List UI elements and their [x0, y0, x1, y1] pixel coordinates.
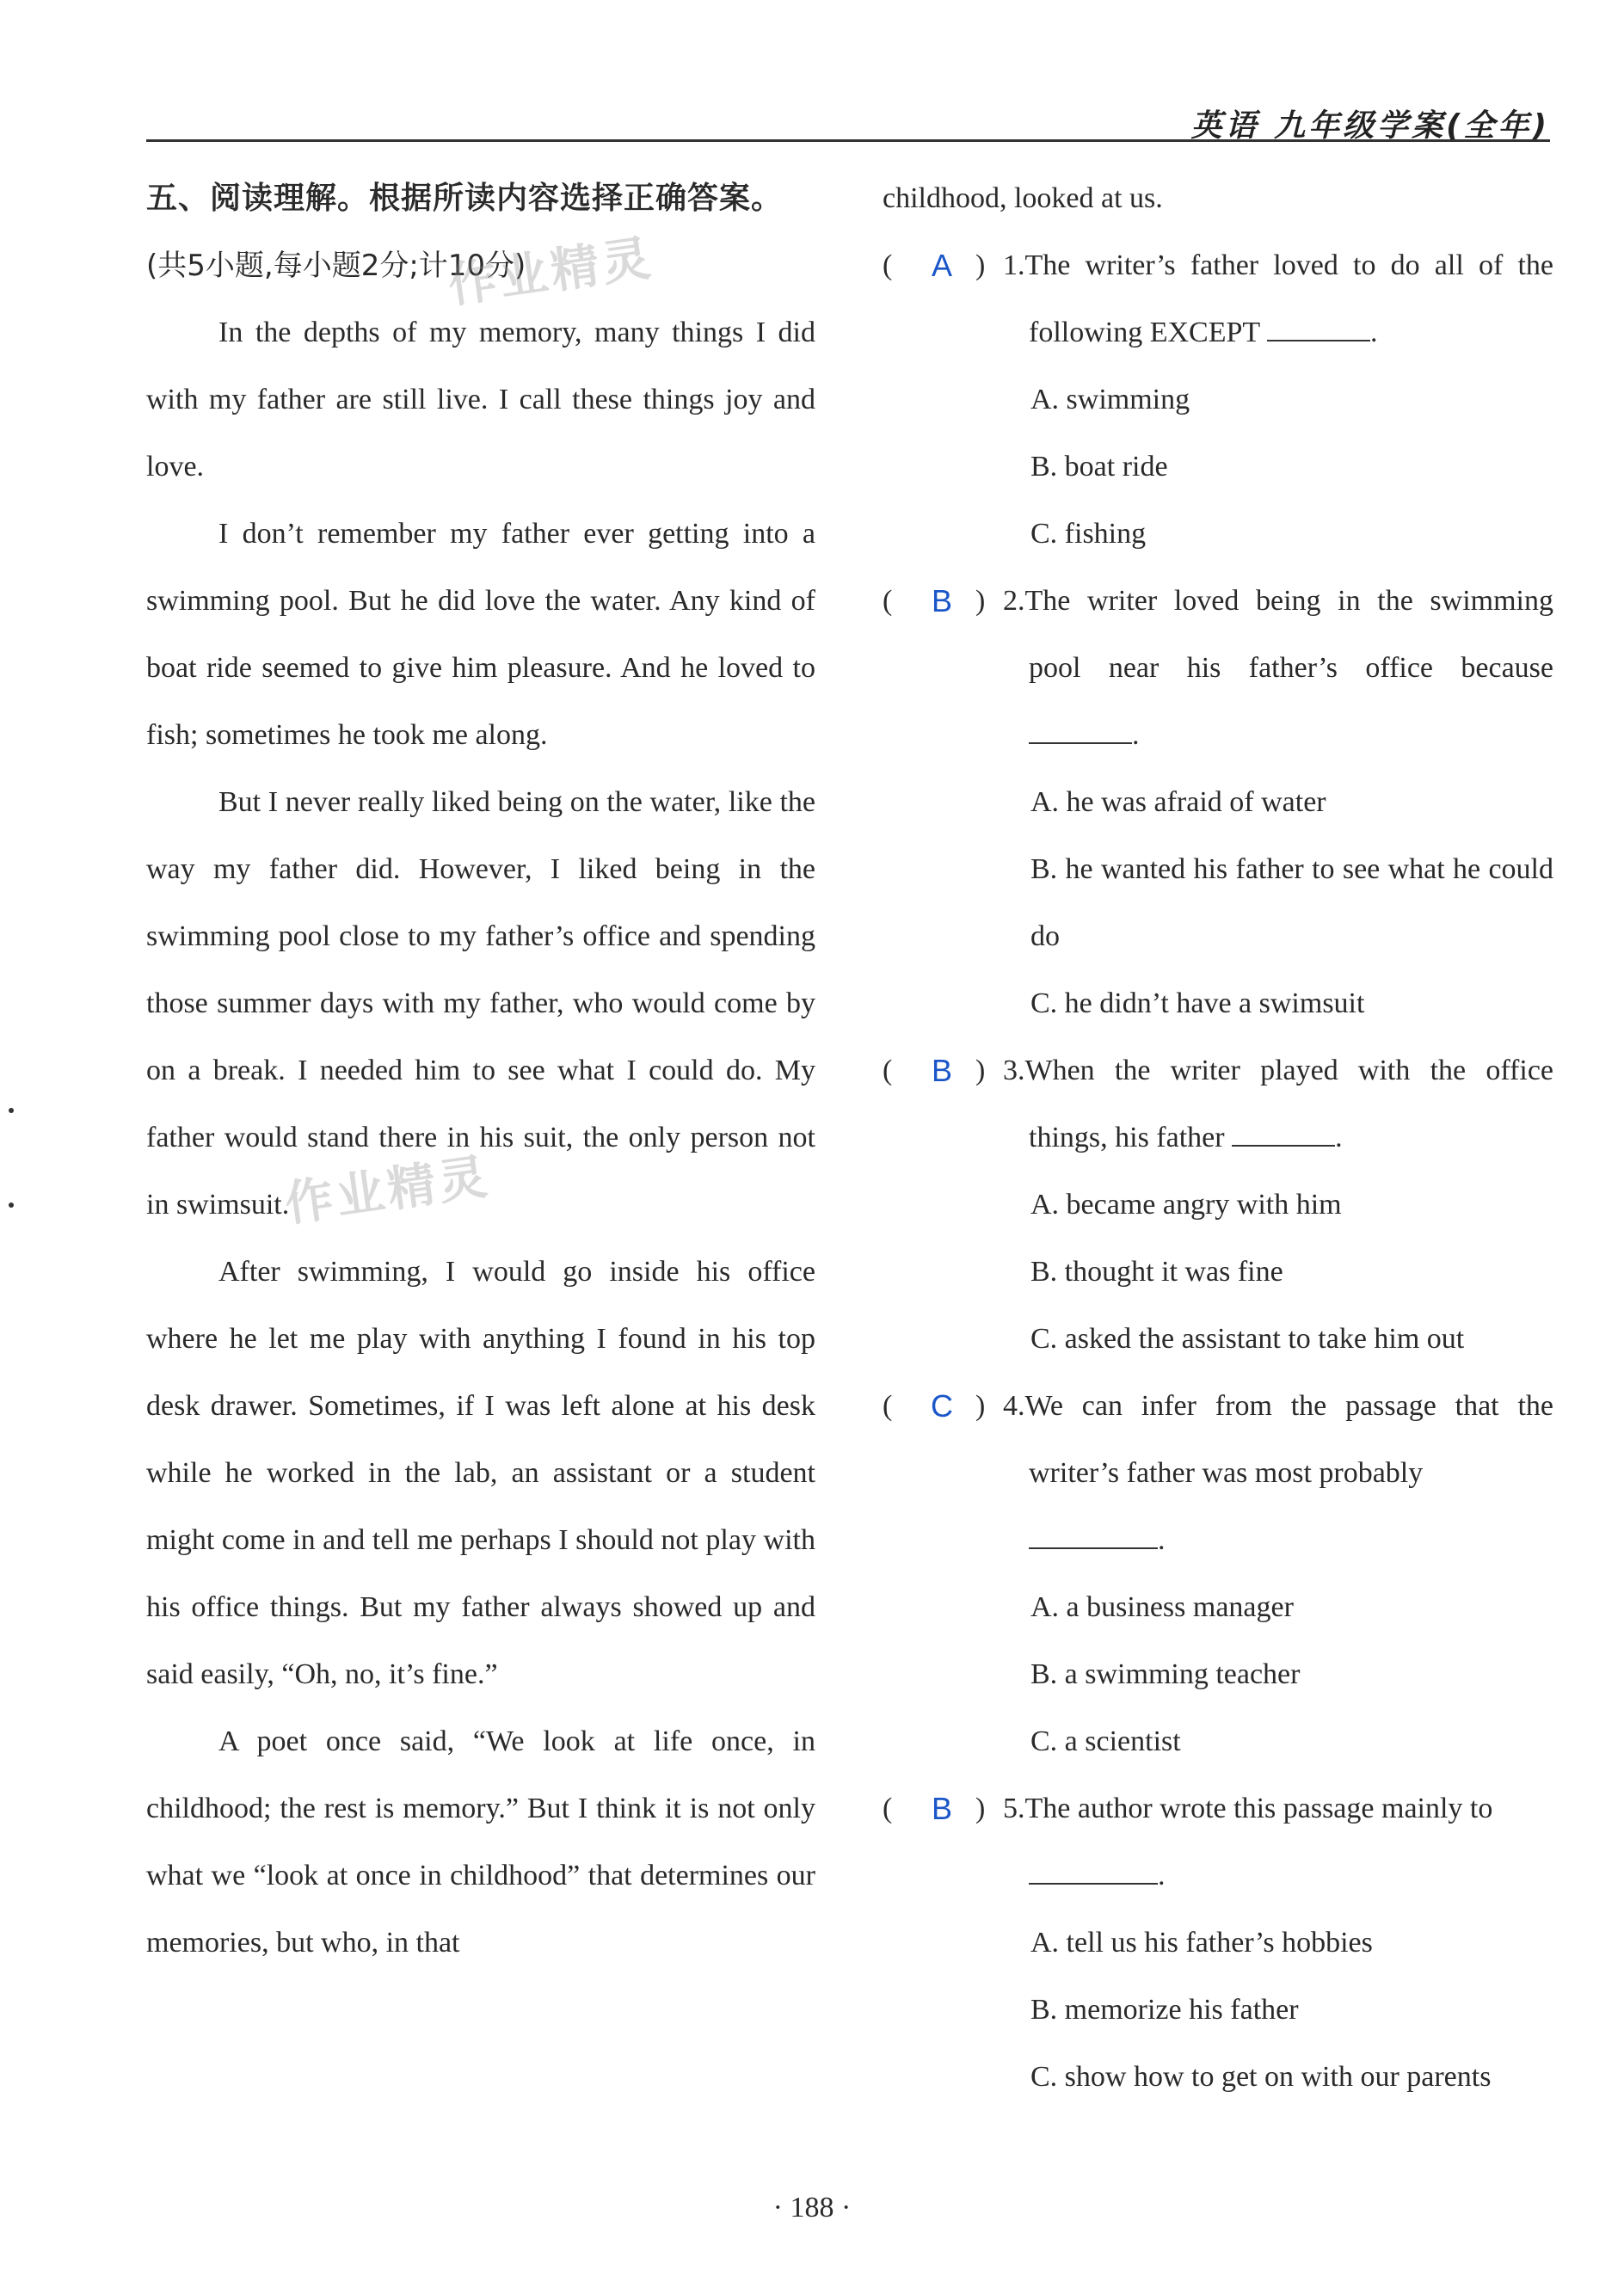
option: A. became angry with him — [1030, 1189, 1342, 1221]
section-subtitle: (共5小题,每小题2分;计10分) — [146, 249, 526, 283]
answer-bracket: ( — [883, 1055, 893, 1086]
right-column — [883, 165, 1553, 2111]
page-number: · 188 · — [772, 2192, 852, 2223]
passage-paragraph: I don’t remember my father ever getting into a swimming pool. But he did love the water. Any kind of boat ride seemed to give him pleasure. And he loved to fish; sometimes he took me along. — [146, 518, 815, 751]
answer-bracket: ( — [883, 249, 893, 281]
question-3 — [883, 1037, 1553, 1172]
answer-blank — [1232, 1121, 1335, 1147]
question-stem: 2.The writer loved being in the swimming pool near his father’s office because . — [1003, 585, 1553, 751]
question-5 — [883, 1775, 1553, 1910]
answer-mark: B — [931, 1791, 952, 1826]
answer-blank — [1029, 718, 1132, 744]
answer-bracket-close: ) — [975, 1793, 986, 1824]
header-rule — [146, 139, 1550, 142]
margin-dot — [9, 1202, 14, 1208]
question-stem: 5.The author wrote this passage mainly to . — [1003, 1793, 1493, 1891]
answer-bracket: ( — [883, 1390, 893, 1422]
section-title: 五、阅读理解。根据所读内容选择正确答案。 — [146, 181, 784, 216]
option: B. a swimming teacher — [1030, 1658, 1301, 1690]
passage-paragraph: A poet once said, “We look at life once, in childhood; the rest is memory.” But I think it is not only what we “look at once in childhood” that determines our memories, but who, in that — [146, 1725, 815, 1959]
option: A. tell us his father’s hobbies — [1030, 1927, 1373, 1959]
answer-mark: C — [931, 1388, 953, 1424]
option: C. asked the assistant to take him out — [1030, 1323, 1465, 1355]
answer-bracket: ( — [883, 1793, 893, 1824]
question-2 — [883, 568, 1553, 769]
margin-dot — [9, 1108, 14, 1113]
option: A. a business manager — [1030, 1591, 1294, 1623]
answer-mark: B — [931, 583, 952, 618]
answer-bracket-close: ) — [975, 249, 986, 281]
passage-paragraph: In the depths of my memory, many things I did with my father are still live. I call these things joy and love. — [146, 317, 815, 483]
option: B. boat ride — [1030, 451, 1168, 483]
answer-mark: A — [931, 248, 952, 283]
answer-mark: B — [931, 1053, 952, 1088]
option: C. show how to get on with our parents — [1030, 2061, 1492, 2093]
answer-blank — [1267, 316, 1370, 341]
watermark-logo: 作业精灵 — [281, 1148, 494, 1233]
option: A. swimming — [1030, 384, 1190, 415]
question-stem: 3.When the writer played with the office things, his father . — [1003, 1055, 1553, 1153]
watermark-logo: 作业精灵 — [445, 230, 657, 315]
option: B. memorize his father — [1030, 1994, 1299, 2026]
option: B. he wanted his father to see what he could do — [1030, 853, 1553, 952]
answer-blank — [1029, 1523, 1158, 1549]
answer-blank — [1029, 1859, 1158, 1885]
question-stem: 1.The writer’s father loved to do all of the following EXCEPT . — [1003, 249, 1553, 348]
header-title: 英语 九年级学案(全年) — [1190, 108, 1550, 144]
answer-bracket-close: ) — [975, 585, 986, 617]
page-header — [146, 93, 1550, 145]
passage-paragraph: But I never really liked being on the water, like the way my father did. However, I liked being in the swimming pool close to my father’s office and spending those summer days with my father, who would come by on a break. I needed him to see what I could do. My father would stand there in his suit, the only person not in swimsuit. — [146, 786, 815, 1221]
question-stem: 4.We can infer from the passage that the writer’s father was most probably . — [1003, 1390, 1553, 1556]
question-1 — [883, 232, 1553, 366]
option: B. thought it was fine — [1030, 1256, 1283, 1288]
option: A. he was afraid of water — [1030, 786, 1326, 818]
answer-bracket-close: ) — [975, 1390, 986, 1422]
answer-bracket-close: ) — [975, 1055, 986, 1086]
left-column — [146, 165, 815, 1977]
option: C. a scientist — [1030, 1725, 1181, 1757]
option: C. he didn’t have a swimsuit — [1030, 987, 1365, 1019]
option: C. fishing — [1030, 518, 1147, 550]
passage-paragraph: After swimming, I would go inside his office where he let me play with anything I found in his top desk drawer. Sometimes, if I was left alone at his desk while he worked in the lab, an assistant or a student might come in and tell me perhaps I should not play with his office things. But my father always showed up and said easily, “Oh, no, it’s fine.” — [146, 1256, 815, 1690]
answer-bracket: ( — [883, 585, 893, 617]
question-4 — [883, 1373, 1553, 1574]
passage-continued: childhood, looked at us. — [883, 182, 1163, 214]
